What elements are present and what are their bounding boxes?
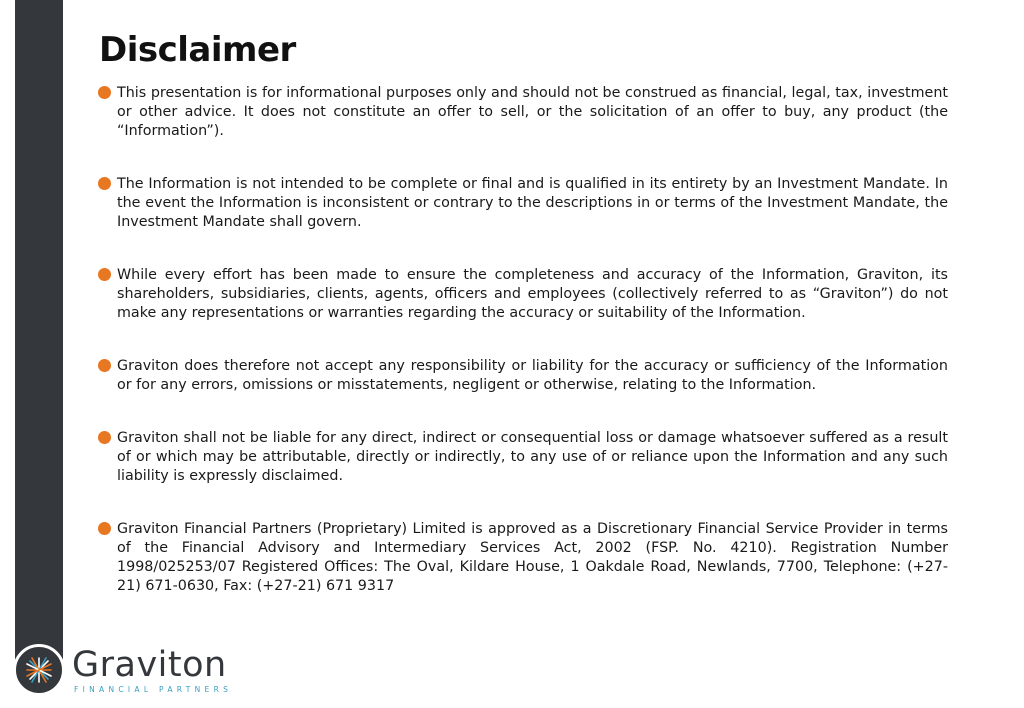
disclaimer-text: Graviton does therefore not accept any responsibility or liability for the accuracy or sufficiency of the Information or for any errors, omissions or misstatements, negligent or otherwise, relating to the Information. <box>117 358 948 393</box>
sidebar-accent-bar <box>15 0 63 660</box>
disclaimer-text: While every effort has been made to ensure the completeness and accuracy of the Information, Graviton, its shareholders, subsidiaries, clients, agents, officers and employees (collectively referred to as “Graviton”) do not make any representations or warranties regarding the accuracy or suitability of the Information. <box>117 267 948 321</box>
bullet-icon <box>98 431 111 444</box>
disclaimer-list <box>98 84 948 630</box>
brand-name: Graviton <box>72 645 227 685</box>
bullet-icon <box>98 268 111 281</box>
disclaimer-text: Graviton shall not be liable for any direct, indirect or consequential loss or damage whatsoever suffered as a result of or which may be attributable, directly or indirectly, to any use of or reliance upon the Information and any such liability is expressly disclaimed. <box>117 430 948 484</box>
brand-tagline: FINANCIAL PARTNERS <box>74 685 233 694</box>
disclaimer-item <box>98 84 948 141</box>
bullet-icon <box>98 86 111 99</box>
disclaimer-item <box>98 266 948 323</box>
disclaimer-item <box>98 357 948 395</box>
disclaimer-text: This presentation is for informational purposes only and should not be construed as financial, legal, tax, investment or other advice. It does not constitute an offer to sell, or the solicitation of an offer to buy, any product (the “Information”). <box>117 85 948 139</box>
disclaimer-item <box>98 175 948 232</box>
bullet-icon <box>98 177 111 190</box>
graviton-logo-icon <box>13 644 65 696</box>
disclaimer-text: Graviton Financial Partners (Proprietary) Limited is approved as a Discretionary Financial Service Provider in terms of the Financial Advisory and Intermediary Services Act, 2002 (FSP. No. 4210). Registration Number 1998/025253/07 Registered Offices: The Oval, Kildare House, 1 Oakdale Road, Newlands, 7700, Telephone: (+27-21) 671-0630, Fax: (+27-21) 671 9317 <box>117 521 948 594</box>
disclaimer-item <box>98 429 948 486</box>
brand-logo <box>72 646 232 694</box>
bullet-icon <box>98 522 111 535</box>
disclaimer-item <box>98 520 948 596</box>
star-burst-icon <box>21 652 57 688</box>
bullet-icon <box>98 359 111 372</box>
disclaimer-text: The Information is not intended to be complete or final and is qualified in its entirety by an Investment Mandate. In the event the Information is inconsistent or contrary to the descriptions in or terms of the Investment Mandate, the Investment Mandate shall govern. <box>117 176 948 230</box>
page-title: Disclaimer <box>99 30 296 70</box>
